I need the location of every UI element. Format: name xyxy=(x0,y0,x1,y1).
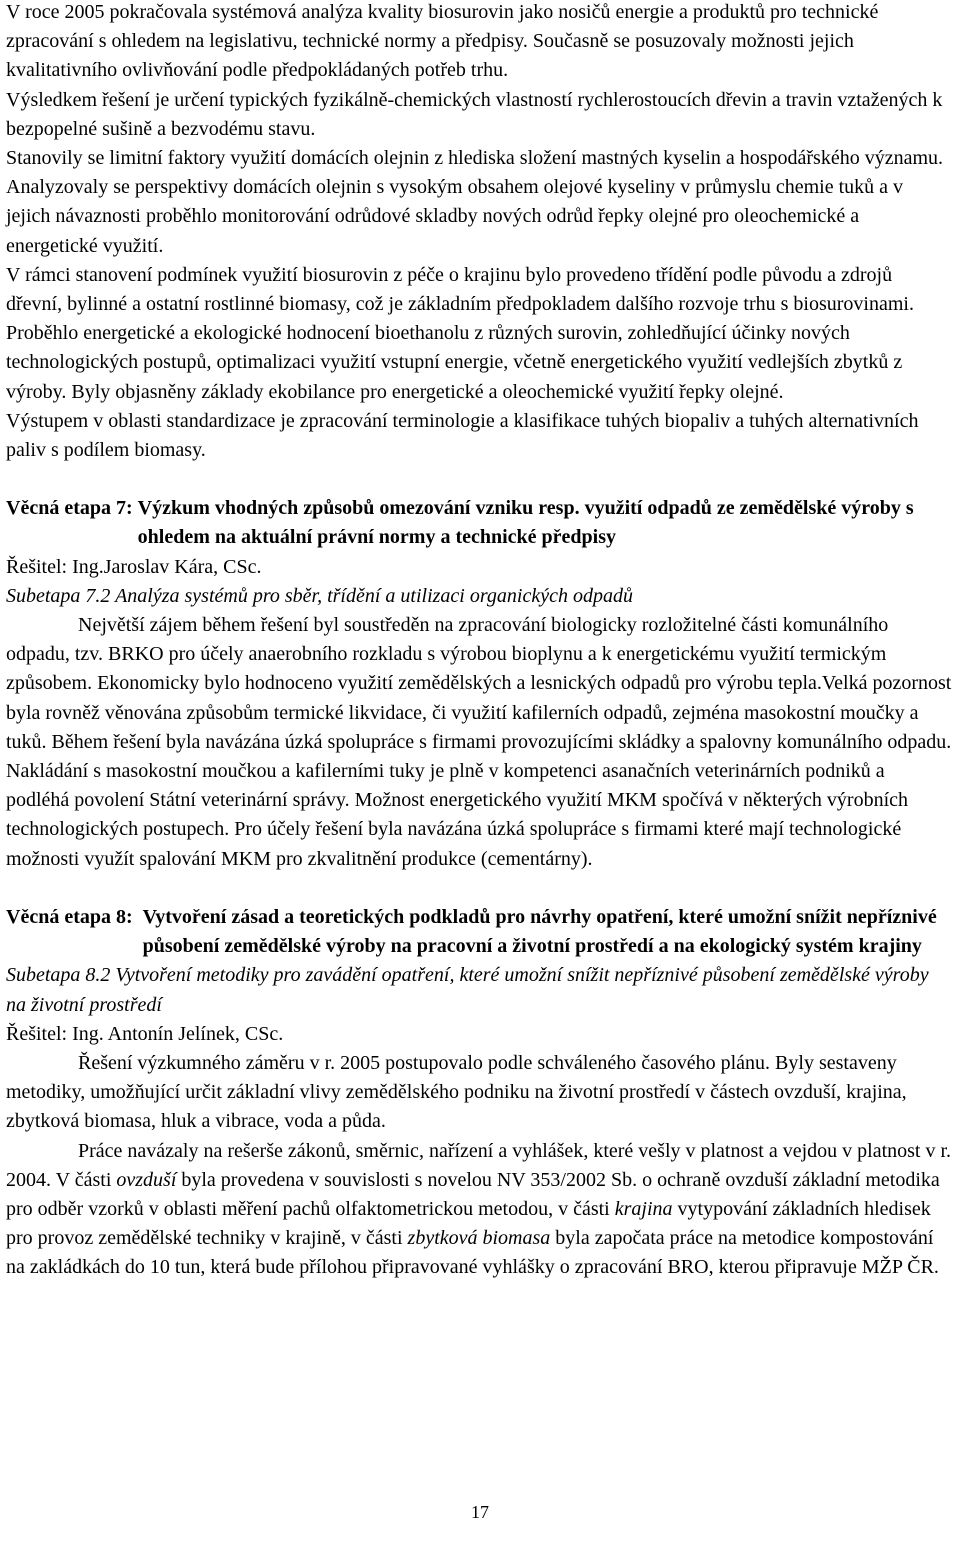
stage-8-substage: Subetapa 8.2 Vytvoření metodiky pro zavádění opatření, které umožní snížit nepříznivé působení zemědělské výroby na životní prostředí xyxy=(6,964,929,1016)
document-page xyxy=(6,0,952,1283)
spacer xyxy=(6,874,952,903)
stage-7-title: Výzkum vhodných způsobů omezování vzniku resp. využití odpadů ze zemědělské výroby s ohledem na aktuální právní normy a technické předpisy xyxy=(137,497,914,549)
body-2-text-2: byla provedena v souvislosti s novelou NV 353/2002 Sb. o ochraně ovzduší základní metodika pro odběr vzorků v oblasti měření pachů olfaktometrickou metodou, v části xyxy=(6,1168,940,1220)
stage-8-title: Vytvoření zásad a teoretických podkladů pro návrhy opatření, které umožní snížit nepříznivé působení zemědělské výroby na pracovní a životní prostředí a na ekologický systém krajiny xyxy=(142,905,937,958)
intro-paragraph-1: V roce 2005 pokračovala systémová analýza kvality biosurovin jako nosičů energie a produktů pro technické zpracování s ohledem na legislativu, technické normy a předpisy. Současně se posuzovaly možnosti jejich kvalitativního ovlivňování podle předpokládaných potřeb trhu. xyxy=(6,1,879,82)
body-2-text-4: byla započata práce na metodice kompostování na zakládkách do 10 tun, která bude přílohou připravované vyhlášky o zpracování BRO, kterou připravuje MŽP ČR. xyxy=(6,1227,939,1279)
stage-7-label: Věcná etapa 7: xyxy=(6,497,138,520)
stage-8-label: Věcná etapa 8: xyxy=(6,905,143,928)
stage-8-solver: Řešitel: Ing. Antonín Jelínek, CSc. xyxy=(6,1022,284,1045)
stage-7-solver: Řešitel: Ing.Jaroslav Kára, CSc. xyxy=(6,555,262,578)
term-ovzdusi: ovzduší xyxy=(116,1168,177,1191)
stage-8-heading xyxy=(6,903,952,961)
stage-7-substage: Subetapa 7.2 Analýza systémů pro sběr, třídění a utilizaci organických odpadů xyxy=(6,584,633,607)
body-2-text-3: vytypování základních hledisek pro provoz zemědělské techniky v krajině, v části xyxy=(6,1197,931,1250)
intro-paragraph-5: Výstupem v oblasti standardizace je zpracování terminologie a klasifikace tuhých biopaliv a tuhých alternativních paliv s podílem biomasy. xyxy=(6,409,919,462)
spacer xyxy=(6,465,952,494)
stage-7-heading xyxy=(6,494,952,552)
intro-paragraph-4: V rámci stanovení podmínek využití biosurovin z péče o krajinu bylo provedeno třídění podle původu a zdrojů dřevní, bylinné a ostatní rostlinné biomasy, což je základním předpokladem dalšího rozvoje trhu s biosurovinami. Proběhlo energetické a ekologické hodnocení bioethanolu z různých surovin, zohledňující účinky nových technologických postupů, optimalizaci využití vstupní energie, včetně energetického využití vedlejších zbytků z výroby. Byly objasněny základy ekobilance pro energetické a oleochemické využití řepky olejné. xyxy=(6,263,914,403)
stage-8-body-1: Řešení výzkumného záměru v r. 2005 postupovalo podle schváleného časového plánu. Byly sestaveny metodiky, umožňující určit základní vlivy zemědělského podniku na životní prostředí v částech ovzduší, krajina, zbytková biomasa, hluk a vibrace, voda a půda. xyxy=(6,1051,907,1133)
term-zbytkova-biomasa: zbytková biomasa xyxy=(407,1227,551,1250)
intro-paragraph-2: Výsledkem řešení je určení typických fyzikálně-chemických vlastností rychlerostoucích dřevin a travin vztažených k bezpopelné sušině a bezvodému stavu. xyxy=(6,88,943,140)
page-number: 17 xyxy=(471,1502,489,1522)
stage-7-body: Největší zájem během řešení byl soustředěn na zpracování biologicky rozložitelné části komunálního odpadu, tzv. BRKO pro účely anaerobního rozkladu s výrobou bioplynu a k energetickému využití termickým způsobem. Ekonomicky bylo hodnoceno využití zemědělských a lesnických odpadů pro výrobu tepla.Velká pozornost byla rovněž věnována způsobům termické likvidace, či využití kafilerních odpadů, zejména masokostní moučky a tuků. Během řešení byla navázána úzká spolupráce s firmami provozujícími skládky a spalovny komunálního odpadu. Nakládání s masokostní moučkou a kafilerními tuky je plně v kompetenci asanačních veterinárních podniků a podléhá povolení Státní veterinární správy. Možnost energetického využití MKM spočívá v některých výrobních technologických postupech. Pro účely řešení byla navázána úzká spolupráce s firmami které mají technologické možnosti využít spalování MKM pro zkvalitnění produkce (cementárny). xyxy=(6,614,952,870)
intro-paragraph-3: Stanovily se limitní faktory využití domácích olejnin z hlediska složení mastných kyselin a hospodářského významu. Analyzovaly se perspektivy domácích olejnin s vysokým obsahem olejové kyseliny v průmyslu chemie tuků a v jejich návaznosti proběhlo monitorování odrůdové skladby nových odrůd řepky olejné pro oleochemické a energetické využití. xyxy=(6,147,944,257)
body-2-text-1: Práce navázaly na rešerše zákonů, směrnic, nařízení a vyhlášek, které vešly v platnost a vejdou v platnost v r. 2004. V části xyxy=(6,1139,952,1191)
term-krajina: krajina xyxy=(614,1197,673,1220)
stage-8-body-2 xyxy=(6,1137,952,1283)
